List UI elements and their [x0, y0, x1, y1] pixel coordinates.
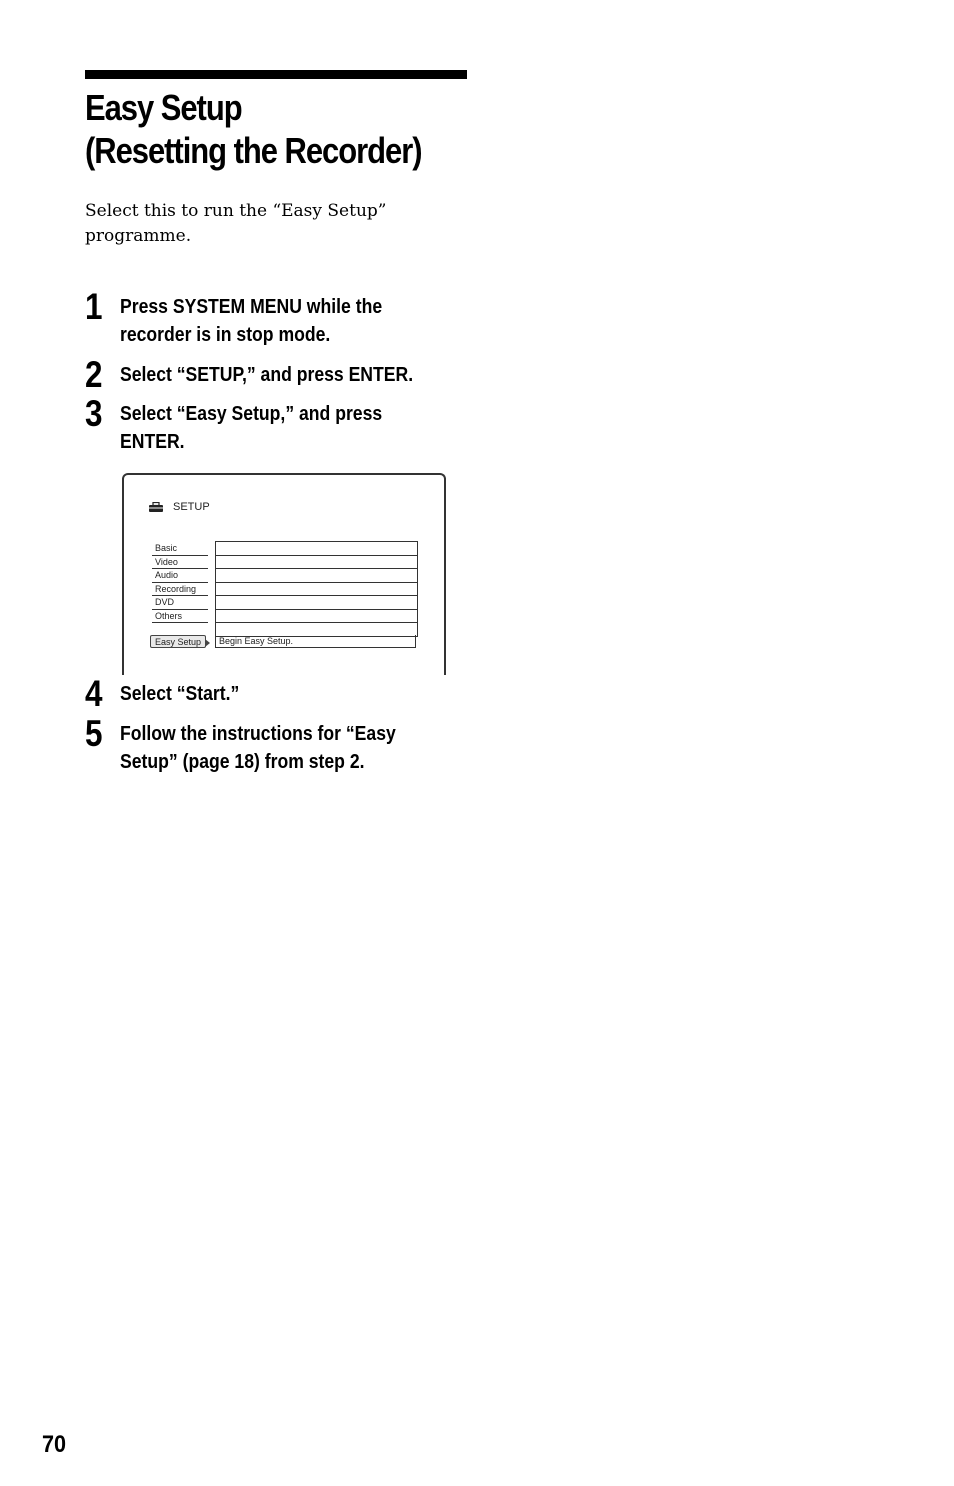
- menu-item-video[interactable]: Video: [152, 556, 208, 570]
- grid-row: [216, 542, 417, 556]
- easy-setup-description: Begin Easy Setup.: [215, 635, 416, 648]
- screen-header-label: SETUP: [173, 501, 210, 513]
- screen-header: [148, 499, 210, 515]
- setup-menu-screen: [122, 473, 446, 675]
- title-rule: [85, 70, 467, 79]
- menu-item-others[interactable]: Others: [152, 610, 208, 624]
- setup-menu-list: [152, 542, 208, 623]
- step-number: 3: [85, 393, 103, 434]
- grid-row: [216, 610, 417, 624]
- menu-item-audio[interactable]: Audio: [152, 569, 208, 583]
- step-number: 1: [85, 286, 103, 327]
- step-text: Select “Start.”: [120, 683, 240, 705]
- title-line-2: (Resetting the Recorder): [85, 130, 422, 171]
- menu-item-dvd[interactable]: DVD: [152, 596, 208, 610]
- selected-menu-row: [150, 635, 416, 649]
- step-number: 4: [85, 673, 103, 714]
- grid-row: [216, 583, 417, 597]
- step-text: Select “Easy Setup,” and press ENTER.: [120, 403, 383, 453]
- menu-item-easy-setup[interactable]: Easy Setup: [150, 635, 206, 648]
- menu-item-recording[interactable]: Recording: [152, 583, 208, 597]
- page-title: [85, 86, 446, 172]
- grid-row: [216, 569, 417, 583]
- intro-paragraph: Select this to run the “Easy Setup” programme.: [85, 201, 387, 246]
- step-text: Follow the instructions for “Easy Setup” (page 18) from step 2.: [120, 723, 396, 773]
- step-text: Select “SETUP,” and press ENTER.: [120, 364, 414, 386]
- grid-row: [216, 556, 417, 570]
- grid-row: [216, 596, 417, 610]
- step-number: 5: [85, 713, 103, 754]
- menu-detail-grid: [215, 541, 418, 637]
- step-text: Press SYSTEM MENU while the recorder is in stop mode.: [120, 296, 383, 346]
- step-number: 2: [85, 354, 103, 395]
- title-line-1: Easy Setup: [85, 87, 242, 128]
- page-number: 70: [42, 1431, 67, 1458]
- menu-item-basic[interactable]: Basic: [152, 542, 208, 556]
- toolbox-icon: [148, 502, 164, 512]
